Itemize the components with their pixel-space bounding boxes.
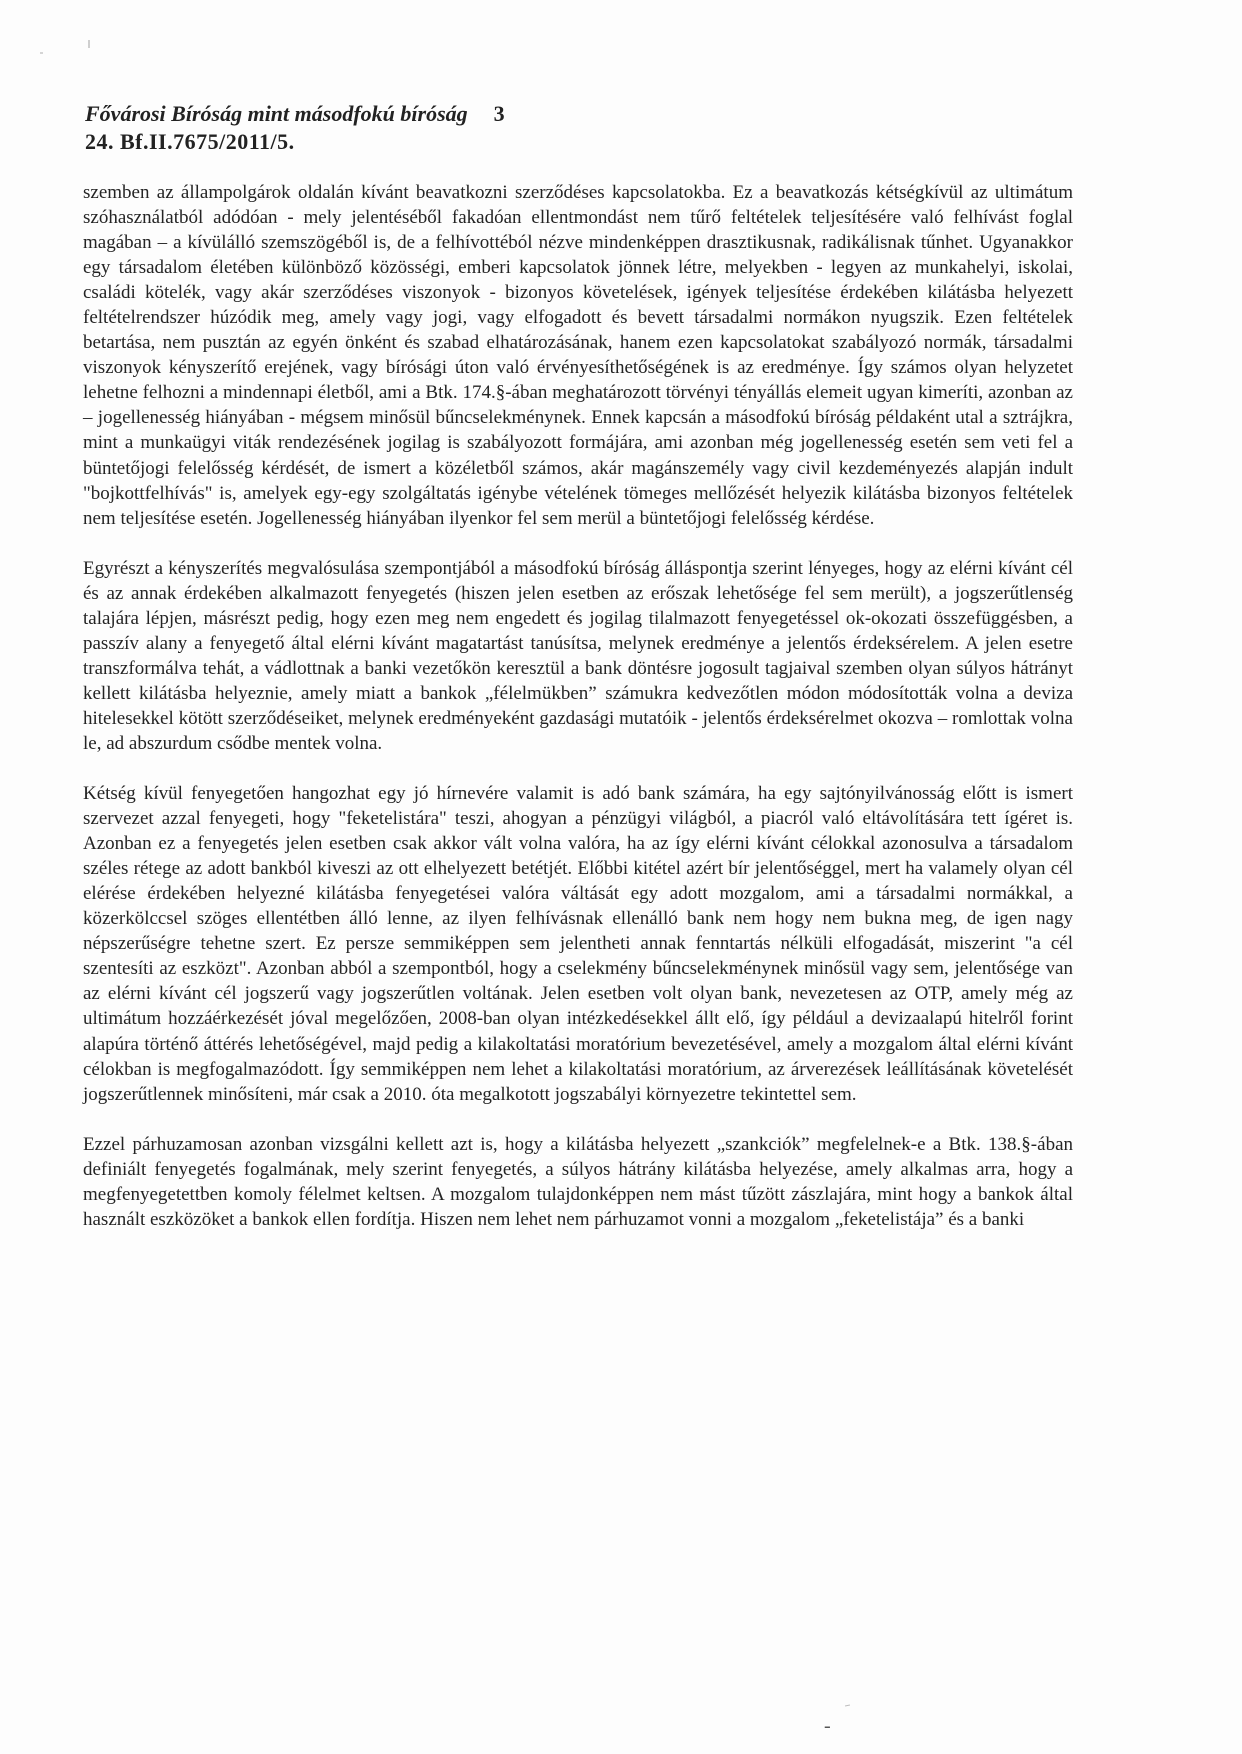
court-name: Fővárosi Bíróság mint másodfokú bíróság <box>85 101 468 126</box>
scan-speck <box>88 40 90 48</box>
page-number: 3 <box>493 101 505 126</box>
paragraph: Ezzel párhuzamosan azonban vizsgálni kellett azt is, hogy a kilátásba helyezett „szankciók” megfelelnek-e a Btk. 138.§-ában definiált fenyegetés fogalmának, mely szerint fenyegetés, a súlyos hátrány kilátásba helyezése, amely alkalmas arra, hogy a megfenyegetettben komoly félelmet keltsen. A mozgalom tulajdonképpen nem mást tűzött zászlajára, mint hogy a bankok által használt eszközöket a bankok ellen fordítja. Hiszen nem lehet nem párhuzamot vonni a mozgalom „feketelistája” és a banki <box>83 1133 1073 1230</box>
scan-speck <box>40 52 43 54</box>
paragraph: szemben az állampolgárok oldalán kívánt beavatkozni szerződéses kapcsolatokba. Ez a beavatkozás kétségkívül az ultimátum szóhasználatból adódóan - mely jelentéséből fakadóan ellentmondást nem tűrő feltételek teljesítésére való felhívást foglal magában – a kívülálló szemszögéből is, de a felhívottéból nézve mindenképpen drasztikusnak, radikálisnak tűnhet. Ugyanakkor egy társadalom életében különböző közösségi, emberi kapcsolatok jönnek létre, melyekben - legyen az munkahelyi, iskolai, családi kötelék, vagy akár szerződéses viszonyok - bizonyos követelések, igények teljesítése érdekében kilátásba helyezett feltételrendszer húzódik meg, amely vagy jogi, vagy elfogadott és bevett társadalmi normákon nyugszik. Ezen feltételek betartása, nem pusztán az egyén önként és szabad elhatározásának, hanem ezen kapcsolatokat szabályozó normák, társadalmi viszonyok kényszerítő erejének, vagy bírósági úton való érvényesíthetőségének is az eredménye. Így számos olyan helyzetet lehetne felhozni a mindennapi életből, ami a Btk. 174.§-ában meghatározott törvényi tényállás elemeit ugyan kimeríti, azonban az – jogellenesség hiányában - mégsem minősül bűncselekménynek. Ennek kapcsán a másodfokú bíróság példaként utal a sztrájkra, mint a munkaügyi viták rendezésének jogilag is szabályozott formájára, ami azonban még jogellenesség esetén sem veti fel a büntetőjogi felelősség kérdését, de ismert a közéletből számos, akár magánszemély vagy civil kezdeményezés alapján indult "bojkottfelhívás" is, amelyek egy-egy szolgáltatás igénybe vételének tömeges mellőzését helyezik kilátásba bizonyos feltételek nem teljesítése esetén. Jogellenesség hiányában ilyenkor fel sem merül a büntetőjogi felelősség kérdése. <box>83 182 1073 529</box>
scan-speck <box>845 1704 850 1706</box>
paragraph: Kétség kívül fenyegetően hangozhat egy jó hírnevére valamit is adó bank számára, ha egy sajtónyilvánosság előtt is ismert szervezet azzal fenyegeti, hogy "feketelistára" teszi, ahogyan a pénzügyi világból, a piacról való eltávolítására tett ígéret is. Azonban ez a fenyegetés jelen esetben csak akkor vált volna valóra, ha az így elérni kívánt célokkal azonosulva a társadalom széles rétege az adott bankból kiveszi az ott elhelyezett betétjét. Előbbi kitétel azért bír jelentőséggel, mert ha valamely olyan cél elérése érdekében helyezné kilátásba fenyegetései valóra váltását egy adott mozgalom, ami a társadalmi normákkal, a közerkölccsel szöges ellentétben álló lenne, az ilyen felhívásnak ellenálló bank nem hogy nem bukna meg, de igen nagy népszerűségre tehetne szert. Ez persze semmiképpen sem jelentheti annak fenntartás nélküli elfogadását, miszerint "a cél szentesíti az eszközt". Azonban abból a szempontból, hogy a cselekmény bűncselekménynek minősül vagy sem, jelentősége van az elérni kívánt cél jogszerű vagy jogszerűtlen voltának. Jelen esetben volt olyan bank, nevezetesen az OTP, amely még az ultimátum hozzáérkezését jóval megelőzően, 2008-ban olyan intézkedésekkel állt elő, így például a devizaalapú hitelről forint alapúra történő áttérés lehetőségével, majd pedig a kilakoltatási moratórium bevezetésével, amely a mozgalom által elérni kívánt célokban is megfogalmazódott. Így semmiképpen nem lehet a kilakoltatási moratórium, az árverezések leállításának követelését jogszerűtlennek minősíteni, már csak a 2010. óta megalkotott jogszabályi környezetre tekintettel sem. <box>83 783 1073 1105</box>
document-body <box>83 180 1073 1257</box>
case-number: 24. Bf.II.7675/2011/5. <box>85 129 295 154</box>
court-line <box>85 100 505 128</box>
paragraph: Egyrészt a kényszerítés megvalósulása szempontjából a másodfokú bíróság álláspontja szerint lényeges, hogy az elérni kívánt cél és az annak érdekében alkalmazott fenyegetés (hiszen jelen esetben az erőszak lehetősége fel sem merült), a jogszerűtlenség talajára lépjen, másrészt pedig, hogy ezen meg nem engedett és jogilag tilalmazott fenyegetéssel ok-okozati összefüggésben, a passzív alany a fenyegető által elérni kívánt magatartást tanúsítsa, melynek eredménye a jelentős érdeksérelem. A jelen esetre transzformálva tehát, a vádlottnak a banki vezetőkön keresztül a bank döntésre jogosult tagjaival szemben olyan súlyos hátrányt kellett kilátásba helyeznie, amely miatt a bankok „félelmükben” számukra kedvezőtlen módon módosították volna a deviza hitelesekkel kötött szerződéseiket, melynek eredményeként gazdasági mutatóik - jelentős érdeksérelmet okozva – romlottak volna le, ad abszurdum csődbe mentek volna. <box>83 557 1073 754</box>
footer-mark: - <box>824 1715 831 1737</box>
document-header <box>85 100 505 156</box>
